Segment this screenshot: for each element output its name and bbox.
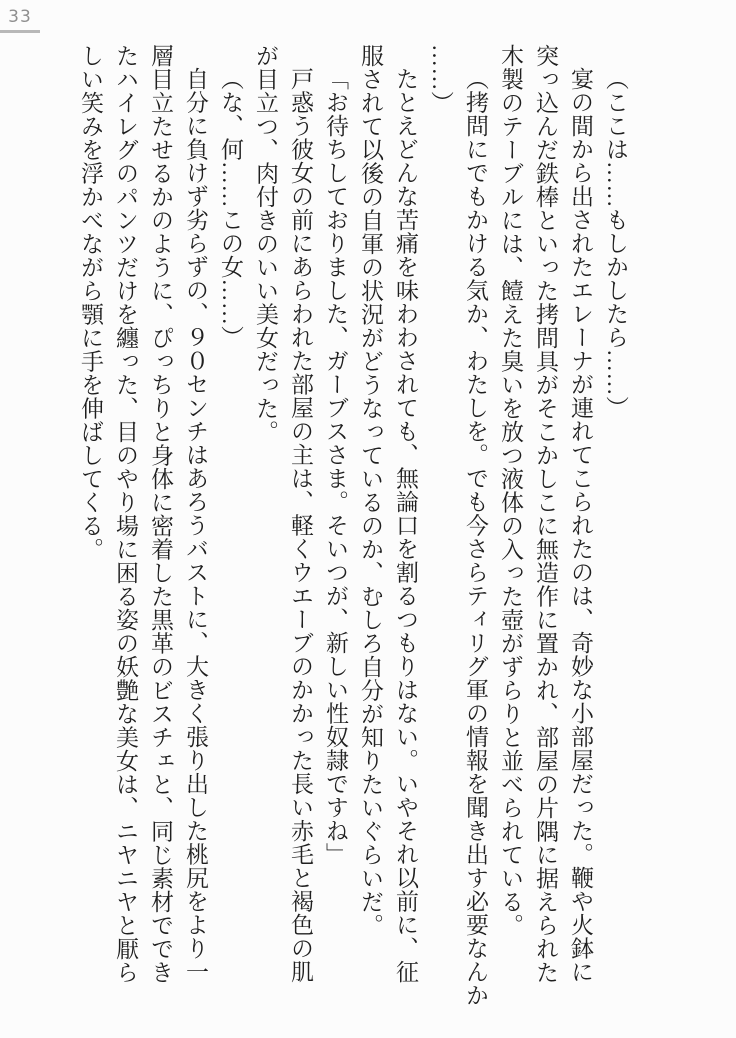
vertical-text-block: [73, 44, 633, 1019]
text-line: 「お待ちしておりました、ガーブスさま。そいつが、新しい性奴隷ですね」: [323, 67, 348, 866]
page-number-rule: [0, 30, 40, 33]
text-line: 突っ込んだ鉄棒といった拷問具がそこかしこに無造作に置かれ、部屋の片隅に据えられた: [533, 44, 558, 984]
text-line: しい笑みを浮かべながら顎に手を伸ばしてくる。: [78, 44, 103, 561]
text-line: （ここは……もしかしたら……）: [603, 67, 628, 420]
page-number: 33: [8, 7, 32, 27]
text-line: （な、何……この女……）: [218, 67, 243, 349]
text-line: 木製のテーブルには、饐えた臭いを放つ液体の入った壺がずらりと並べられている。: [498, 44, 523, 937]
text-line: たハイレグのパンツだけを纏った、目のやり場に困る姿の妖艶な美女は、ニヤニヤと厭ら: [113, 44, 138, 984]
text-line: （拷問にでもかける気か、わたしを。でも今さらティリグ軍の情報を聞き出す必要なんか: [463, 67, 488, 1007]
text-line: 戸惑う彼女の前にあらわれた部屋の主は、軽くウエーブのかかった長い赤毛と褐色の肌: [288, 67, 313, 984]
text-line: 自分に負けず劣らずの、９０センチはあろうバストに、大きく張り出した桃尻をより一: [183, 67, 208, 984]
text-line: 層目立たせるかのように、ぴっちりと身体に密着した黒革のビスチェと、同じ素材ででき: [148, 44, 173, 984]
text-line: が目立つ、肉付きのいい美女だった。: [253, 44, 278, 444]
text-line: たとえどんな苦痛を味わわされても、無論口を割るつもりはない。いやそれ以前に、征: [393, 67, 418, 984]
text-line: 服されて以後の自軍の状況がどうなっているのか、むしろ自分が知りたいぐらいだ。: [358, 44, 383, 937]
text-line: ……）: [428, 44, 453, 115]
folio: [0, 7, 44, 33]
text-line: 宴の間から出されたエレーナが連れてこられたのは、奇妙な小部屋だった。鞭や火鉢に: [568, 67, 593, 984]
